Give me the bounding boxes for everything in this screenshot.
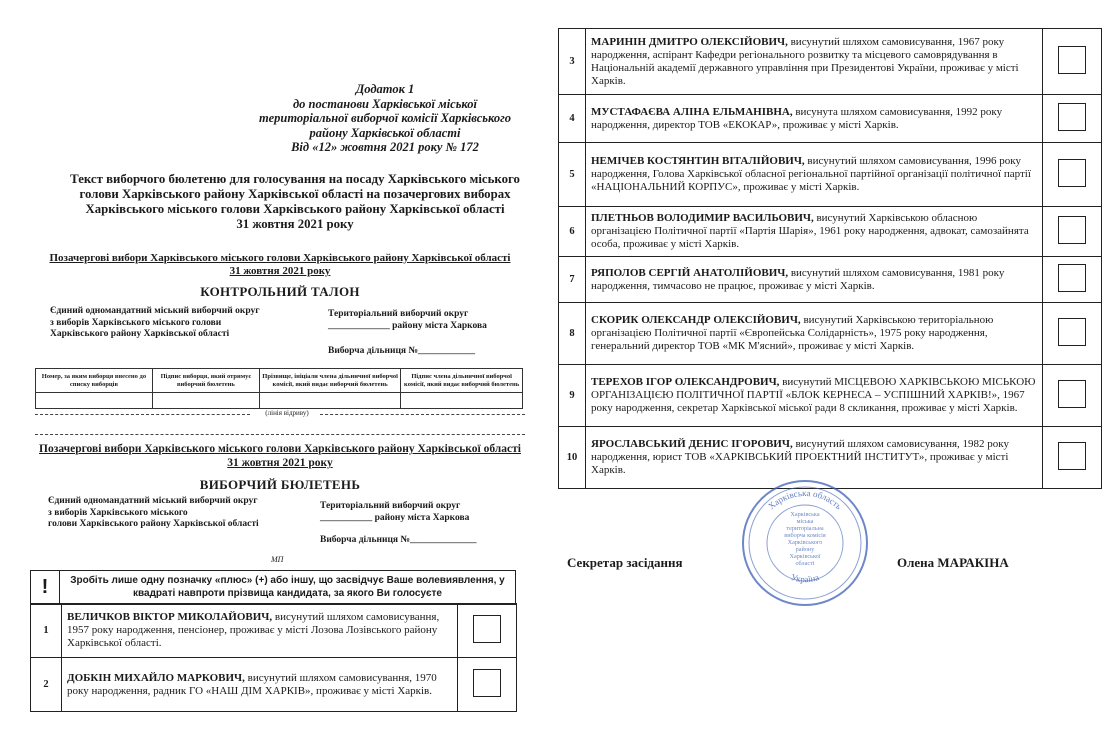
vote-checkbox[interactable] bbox=[1058, 46, 1086, 74]
candidate-box-cell bbox=[458, 658, 517, 712]
candidate-row bbox=[559, 257, 1102, 303]
talon-election-name: Позачергові вибори Харківського міського голови Харківського району Харківської області bbox=[49, 252, 511, 264]
stamp-inner-line: району bbox=[795, 546, 815, 553]
candidate-details: висунутий шляхом самовисування, 1970 року народження, радник ГО «НАШ ДІМ ХАРКІВ», проживає у місті Харків. bbox=[67, 671, 437, 697]
candidate-box-cell bbox=[1043, 143, 1102, 207]
talon-district-line: Єдиний одномандатний міський виборчий округ bbox=[50, 306, 260, 316]
candidate-row bbox=[559, 365, 1102, 427]
candidate-name: ЯРОСЛАВСЬКИЙ ДЕНИС ІГОРОВИЧ, bbox=[591, 438, 793, 450]
talon-district-line: з виборів Харківського міського голови bbox=[50, 317, 222, 328]
candidate-name: НЕМІЧЕВ КОСТЯНТИН ВІТАЛІЙОВИЧ, bbox=[591, 155, 805, 167]
stamp-inner-line: територіальна bbox=[786, 525, 824, 532]
stamp-inner-line: виборча комісія bbox=[784, 532, 826, 539]
candidate-details: висунутий шляхом самовисування, 1967 року народження, аспірант Кафедри регіонального розвитку та місцевого самоврядування в Національній академії державного управління при Президентові України, проживає у місті Харків. bbox=[591, 35, 1019, 87]
candidate-name: СКОРИК ОЛЕКСАНДР ОЛЕКСІЙОВИЧ, bbox=[591, 314, 801, 326]
candidate-row bbox=[559, 143, 1102, 207]
ballot-precinct: Виборча дільниця №______________ bbox=[320, 535, 477, 545]
voting-instruction-text: Зробіть лише одну позначку «плюс» (+) або іншу, що засвідчує Ваше волевиявлення, у квадраті навпроти прізвища кандидата, за якого Ви голосуєте bbox=[70, 575, 505, 599]
talon-cell bbox=[36, 393, 153, 409]
candidate-box-cell bbox=[1043, 257, 1102, 303]
candidate-box-cell bbox=[1043, 95, 1102, 143]
talon-territorial-district-line2: _____________ району міста Харкова bbox=[328, 320, 487, 331]
stamp-inner-line: Харківського bbox=[787, 539, 823, 546]
annex-line: Від «12» жовтня 2021 року № 172 bbox=[291, 140, 479, 154]
talon-header-voter-number: Номер, за яким виборця внесено до списку виборців bbox=[36, 369, 153, 393]
talon-header-member-name: Прізвище, ініціали члена дільничної виборчої комісії, який видає виборчий бюлетень bbox=[260, 369, 401, 393]
talon-election-date: 31 жовтня 2021 року bbox=[229, 265, 331, 277]
candidate-row bbox=[559, 207, 1102, 257]
vote-checkbox[interactable] bbox=[1058, 442, 1086, 470]
ballot-district-line: з виборів Харківського міського bbox=[48, 507, 188, 518]
ballot-district-left bbox=[48, 496, 308, 531]
candidate-description bbox=[586, 257, 1043, 303]
annex-line: Додаток 1 bbox=[355, 82, 415, 96]
talon-table bbox=[35, 368, 523, 409]
document-title-line: Текст виборчого бюлетеню для голосування на посаду Харківського міського bbox=[70, 172, 520, 186]
candidate-details: висунута шляхом самовисування, 1992 року народження, директор ТОВ «ЕКОКАР», проживає у місті Харків. bbox=[591, 105, 1003, 131]
official-stamp-icon bbox=[740, 478, 870, 608]
ballot-district-line: голови Харківського району Харківської області bbox=[48, 519, 259, 529]
candidate-description bbox=[62, 604, 458, 658]
candidate-description bbox=[586, 365, 1043, 427]
candidate-number: 7 bbox=[559, 257, 586, 303]
candidate-name: РЯПОЛОВ СЕРГІЙ АНАТОЛІЙОВИЧ, bbox=[591, 266, 789, 279]
candidate-details: висунутий шляхом самовисування, 1957 року народження, пенсіонер, проживає у місті Лозова Лозівського району Харківської області. bbox=[67, 611, 440, 649]
talon-cell bbox=[260, 393, 401, 409]
candidate-details: висунутий Харківською обласною організацією Політичної партії «Партія Шарія», 1961 року народження, адвокат, самозайнята особа, проживає у місті Харків. bbox=[591, 212, 1029, 250]
talon-cell bbox=[152, 393, 259, 409]
seal-place-label: МП bbox=[271, 555, 284, 564]
ballot-title: ВИБОРЧИЙ БЮЛЕТЕНЬ bbox=[199, 477, 361, 492]
candidate-name: МАРИНІН ДМИТРО ОЛЕКСІЙОВИЧ, bbox=[591, 35, 788, 48]
vote-checkbox[interactable] bbox=[1058, 264, 1086, 292]
vote-checkbox[interactable] bbox=[1058, 103, 1086, 131]
candidate-description bbox=[62, 658, 458, 712]
candidate-name: ВЕЛИЧКОВ ВІКТОР МИКОЛАЙОВИЧ, bbox=[67, 611, 273, 623]
ballot-election-title bbox=[35, 442, 525, 470]
document-title bbox=[60, 172, 530, 232]
candidate-name: ПЛЕТНЬОВ ВОЛОДИМИР ВАСИЛЬОВИЧ, bbox=[591, 212, 814, 224]
candidate-details: висунутий шляхом самовисування, 1981 року народження, тимчасово не працює, проживає у місті Харків. bbox=[591, 266, 1005, 292]
candidate-details: висунутий шляхом самовисування, 1996 року народження, Голова Харківської обласної регіональної партійної організації політичної партії «НАЦІОНАЛЬНИЙ КОРПУС», проживає у місті Харків. bbox=[591, 155, 1031, 193]
candidate-description bbox=[586, 143, 1043, 207]
candidate-number: 2 bbox=[31, 658, 62, 712]
stamp-inner-line: Харківської bbox=[789, 553, 821, 560]
talon-title: КОНТРОЛЬНИЙ ТАЛОН bbox=[200, 284, 360, 299]
candidate-number: 8 bbox=[559, 303, 586, 365]
vote-checkbox[interactable] bbox=[1058, 159, 1086, 187]
document-title-line: голови Харківського району Харківської області на позачергових виборах bbox=[79, 187, 511, 201]
cut-line-second bbox=[35, 434, 525, 435]
candidate-row bbox=[559, 29, 1102, 95]
candidate-box-cell bbox=[1043, 207, 1102, 257]
candidate-details: висунутий Харківською територіальною організацією Політичної партії «Європейська Солідарність», 1975 року народження, генеральний директор ТОВ «МК М'ясний», проживає у місті Харків. bbox=[591, 314, 994, 352]
candidate-number: 3 bbox=[559, 29, 586, 95]
vote-checkbox[interactable] bbox=[1058, 318, 1086, 346]
ballot-district-line: Єдиний одномандатний міський виборчий округ bbox=[48, 496, 258, 506]
exclamation-icon: ! bbox=[31, 571, 60, 604]
annex-line: територіальної виборчої комісії Харківського bbox=[259, 111, 511, 125]
candidate-row bbox=[31, 658, 517, 712]
vote-checkbox[interactable] bbox=[473, 615, 501, 643]
ballot-territorial-district-line2: ___________ району міста Харкова bbox=[320, 512, 470, 523]
svg-text:Харківська область bbox=[766, 488, 844, 511]
left-page bbox=[0, 0, 548, 750]
candidate-row bbox=[559, 303, 1102, 365]
stamp-inner-line: Харківська bbox=[790, 511, 820, 518]
talon-election-title bbox=[35, 252, 525, 278]
candidate-number: 10 bbox=[559, 427, 586, 489]
candidate-box-cell bbox=[458, 604, 517, 658]
secretary-label: Секретар засідання bbox=[567, 555, 683, 570]
candidate-number: 9 bbox=[559, 365, 586, 427]
talon-precinct: Виборча дільниця №____________ bbox=[328, 346, 475, 356]
ballot-territorial-district: Територіальний виборчий округ bbox=[320, 501, 461, 511]
talon-cell bbox=[401, 393, 523, 409]
annex-line: району Харківської області bbox=[309, 125, 461, 140]
candidate-description bbox=[586, 207, 1043, 257]
annex-line: до постанови Харківської міської bbox=[292, 96, 478, 111]
document-title-line: Харківського міського голови Харківського району Харківської області bbox=[85, 202, 505, 216]
ballot-candidates-left bbox=[30, 603, 517, 712]
annex-header bbox=[235, 82, 535, 155]
vote-checkbox[interactable] bbox=[473, 669, 501, 697]
ballot-election-date: 31 жовтня 2021 року bbox=[227, 457, 333, 469]
candidate-details: висунутий МІСЦЕВОЮ ХАРКІВСЬКОЮ МІСЬКОЮ ОРГАНІЗАЦІЄЮ ПОЛІТИЧНОЇ ПАРТІЇ «БЛОК КЕРНЕСА – УСПІШНИЙ ХАРКІВ!», 1967 року народження, секретар Харківської міської ради 8 скликання, проживає у місті Харків. bbox=[591, 376, 1036, 414]
talon-header-voter-signature: Підпис виборця, який отримує виборчий бюлетень bbox=[152, 369, 259, 393]
stamp-inner-line: області bbox=[795, 560, 815, 567]
candidate-box-cell bbox=[1043, 29, 1102, 95]
talon-district-line: Харківського району Харківської області bbox=[50, 329, 230, 339]
candidate-number: 6 bbox=[559, 207, 586, 257]
vote-checkbox[interactable] bbox=[1058, 216, 1086, 244]
candidate-row bbox=[31, 604, 517, 658]
candidate-name: ТЕРЕХОВ ІГОР ОЛЕКСАНДРОВИЧ, bbox=[591, 376, 780, 388]
candidate-description bbox=[586, 29, 1043, 95]
ballot-district-right bbox=[320, 501, 520, 524]
candidate-box-cell bbox=[1043, 303, 1102, 365]
candidate-number: 1 bbox=[31, 604, 62, 658]
candidate-details: висунутий шляхом самовисування, 1982 року народження, юрист ТОВ «ХАРКІВСЬКИЙ ПРОЕКТНИЙ ІНСТИТУТ», проживає у місті Харків. bbox=[591, 438, 1009, 476]
candidate-description bbox=[586, 303, 1043, 365]
secretary-name: Олена МАРАКІНА bbox=[897, 555, 1009, 570]
cut-line-left bbox=[35, 414, 250, 415]
ballot-election-name: Позачергові вибори Харківського міського голови Харківського району Харківської області bbox=[39, 443, 521, 455]
candidate-box-cell bbox=[1043, 427, 1102, 489]
talon-territorial-district: Територіальний виборчий округ bbox=[328, 309, 469, 319]
svg-text:Україна bbox=[790, 572, 820, 584]
candidate-name: ДОБКІН МИХАЙЛО МАРКОВИЧ, bbox=[67, 671, 245, 684]
vote-checkbox[interactable] bbox=[1058, 380, 1086, 408]
ballot-candidates-right bbox=[558, 28, 1102, 489]
cut-line-label: (лінія відриву) bbox=[265, 409, 309, 417]
talon-district-left bbox=[50, 306, 310, 341]
stamp-inner-line: міська bbox=[796, 518, 814, 525]
candidate-number: 4 bbox=[559, 95, 586, 143]
candidate-row bbox=[559, 95, 1102, 143]
cut-line-right bbox=[320, 414, 525, 415]
voting-instruction bbox=[30, 570, 516, 605]
talon-district-right bbox=[328, 309, 528, 332]
document-title-line: 31 жовтня 2021 року bbox=[236, 217, 354, 231]
candidate-name: МУСТАФАЄВА АЛІНА ЕЛЬМАНІВНА, bbox=[591, 105, 793, 118]
stamp-top-text: Харківська область bbox=[766, 487, 844, 512]
candidate-box-cell bbox=[1043, 365, 1102, 427]
candidate-description bbox=[586, 95, 1043, 143]
talon-header-member-signature: Підпис члена дільничної виборчої комісії, який видає виборчий бюлетень bbox=[401, 369, 523, 393]
candidate-number: 5 bbox=[559, 143, 586, 207]
stamp-bottom-text: Україна bbox=[789, 571, 821, 585]
